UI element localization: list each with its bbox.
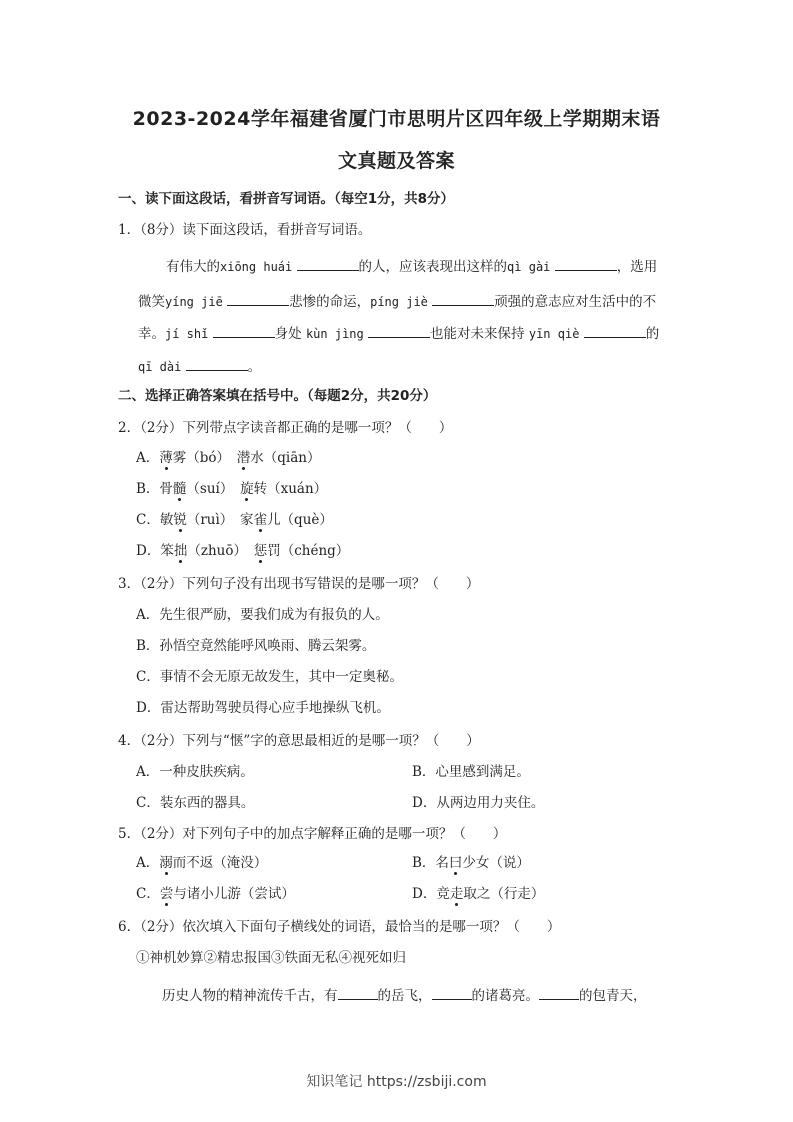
question-1: 1．（8分）读下面这段话，看拼音写词语。 — [118, 222, 372, 238]
q3-option-b[interactable]: B．孙悟空竟然能呼风唤雨、腾云架雾。 — [136, 638, 376, 654]
question-3: 3．（2分）下列句子没有出现书写错误的是哪一项？（ ） — [118, 576, 480, 592]
q3-option-c[interactable]: C．事情不会无原无故发生，其中一定奥秘。 — [136, 669, 403, 685]
q4-option-a[interactable]: A．一种皮肤疾病。 — [136, 764, 254, 780]
doc-title-line-1: 2023-2024学年福建省厦门市思明片区四年级上学期期末语 — [132, 108, 661, 130]
question-6: 6．（2分）依次填入下面句子横线处的词语，最恰当的是哪一项？（ ） — [118, 919, 561, 935]
answer-blank[interactable] — [227, 293, 289, 306]
section-1-heading: 一、读下面这段话，看拼音写词语。（每空1分，共8分） — [118, 191, 455, 207]
section-2-heading: 二、选择正确答案填在括号中。（每题2分，共20分） — [118, 388, 437, 404]
q5-option-d[interactable]: D．竞走取之（行走） — [412, 886, 545, 902]
q2-option-b[interactable]: B．骨髓（suí） 旋转（xuán） — [136, 481, 328, 497]
doc-title-line-2: 文真题及答案 — [337, 150, 455, 172]
answer-blank[interactable] — [555, 258, 617, 271]
answer-blank[interactable] — [186, 358, 248, 371]
question-4: 4．（2分）下列与“惬”字的意思最相近的是哪一项？（ ） — [118, 733, 480, 749]
q6-word-choices: ①神机妙算②精忠报国③铁面无私④视死如归 — [136, 950, 406, 966]
footer-watermark: 知识笔记 https://zsbiji.com — [306, 1074, 487, 1090]
q1-paragraph-line-2: 微笑yíng jiē 悲惨的命运，píng jiè 顽强的意志应对生活中的不 — [138, 294, 657, 310]
answer-blank[interactable] — [432, 293, 494, 306]
q2-option-a[interactable]: A．薄雾（bó） 潜水（qiān） — [136, 450, 321, 466]
q5-option-c[interactable]: C．尝与诸小儿游（尝试） — [136, 886, 295, 902]
q6-paragraph: 历史人物的精神流传千古，有 的岳飞， 的诸葛亮。 的包青天， — [162, 988, 647, 1004]
answer-blank[interactable] — [539, 987, 579, 1000]
q2-option-d[interactable]: D．笨拙（zhuō） 惩罚（chéng） — [136, 543, 350, 559]
q5-option-b[interactable]: B．名曰少女（说） — [412, 855, 530, 871]
answer-blank[interactable] — [297, 258, 359, 271]
answer-blank[interactable] — [213, 325, 275, 338]
question-5: 5．（2分）对下列句子中的加点字解释正确的是哪一项？（ ） — [118, 826, 507, 842]
q4-option-b[interactable]: B．心里感到满足。 — [412, 764, 530, 780]
answer-blank[interactable] — [368, 325, 430, 338]
q3-option-a[interactable]: A．先生很严励，要我们成为有报负的人。 — [136, 607, 389, 623]
question-2: 2．（2分）下列带点字读音都正确的是哪一项？（ ） — [118, 420, 453, 436]
q3-option-d[interactable]: D．雷达帮助驾驶员得心应手地操纵飞机。 — [136, 700, 390, 716]
q4-option-d[interactable]: D．从两边用力夹住。 — [412, 795, 545, 811]
answer-blank[interactable] — [338, 987, 378, 1000]
q1-paragraph-line-4: qī dài 。 — [138, 359, 262, 375]
q5-option-a[interactable]: A．溺而不返（淹没） — [136, 855, 268, 871]
q4-option-c[interactable]: C．装东西的器具。 — [136, 795, 255, 811]
answer-blank[interactable] — [432, 987, 472, 1000]
q1-paragraph-line-1: 有伟大的xiōng huái 的人，应该表现出这样的qì gài ，选用 — [166, 259, 658, 275]
answer-blank[interactable] — [584, 325, 646, 338]
q2-option-c[interactable]: C．敏锐（ruì） 家雀儿（què） — [136, 512, 333, 528]
q1-paragraph-line-3: 幸。jí shǐ 身处 kùn jìng 也能对未来保持 yīn qiè 的 — [138, 326, 660, 342]
